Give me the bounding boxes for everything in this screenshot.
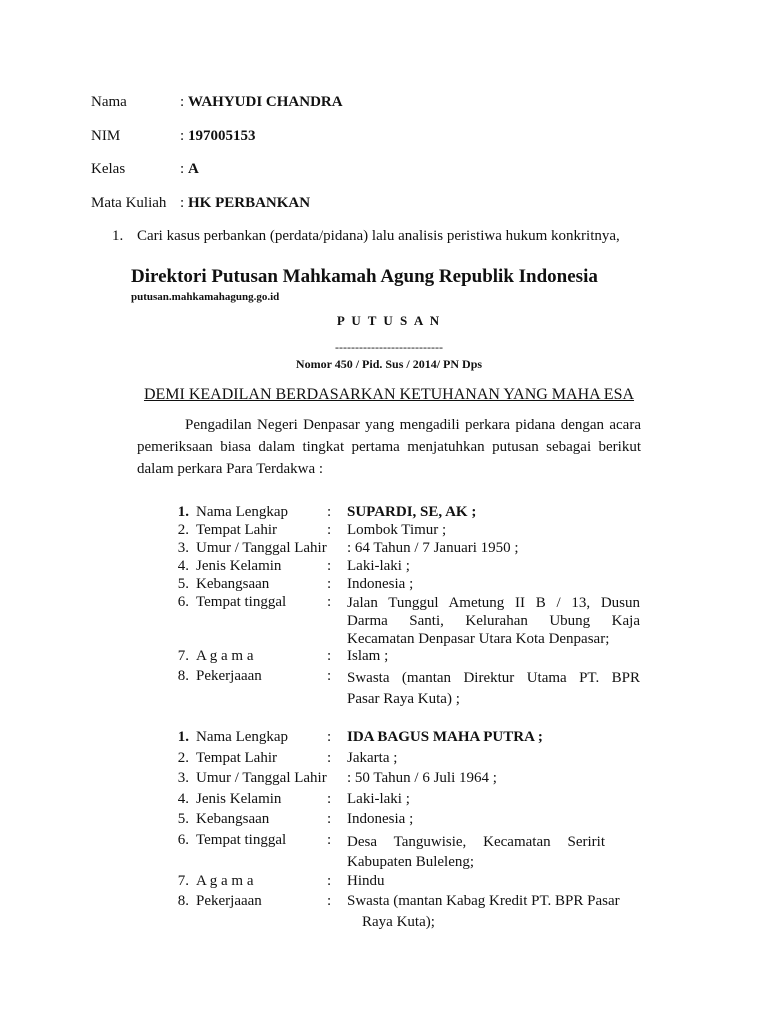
row-number: 1.: [177, 504, 189, 520]
row-number: 5.: [177, 811, 189, 827]
occupation-line: Pasar Raya Kuta) ;: [347, 691, 460, 707]
residence-line: Kecamatan Denpasar Utara Kota Denpasar;: [347, 631, 610, 647]
intro-paragraph: Pengadilan Negeri Denpasar yang mengadili perkara pidana dengan acara pemeriksaan biasa dalam tingkat pertama menjatuhkan putusan sebagai berikut dalam perkara Para Terdakwa :: [137, 417, 641, 477]
defendant-residence: [347, 594, 640, 648]
row-label: Kebangsaan: [196, 811, 270, 827]
residence-line: Jalan Tunggul Ametung II B / 13, Dusun: [347, 595, 640, 611]
name-value: WAHYUDI CHANDRA: [188, 94, 343, 110]
defendant-religion: Islam ;: [347, 648, 389, 664]
row-number: 8.: [177, 893, 189, 909]
task-number: 1.: [112, 228, 124, 244]
defendant-birthplace: Jakarta ;: [347, 750, 398, 766]
heading-divider: ---------------------------: [335, 340, 443, 354]
row-label: Pekerjaaan: [196, 893, 262, 909]
row-label: Nama Lengkap: [196, 504, 289, 520]
residence-line: Darma Santi, Kelurahan Ubung Kaja: [347, 613, 640, 629]
defendant-name: SUPARDI, SE, AK ;: [347, 504, 477, 520]
row-number: 3.: [177, 540, 189, 556]
defendant-age: : 64 Tahun / 7 Januari 1950 ;: [347, 540, 519, 556]
row-number: 4.: [177, 558, 189, 574]
defendant-religion: Hindu: [347, 873, 385, 889]
class-colon: :: [180, 161, 185, 177]
row-number: 8.: [177, 668, 189, 684]
defendant-name: IDA BAGUS MAHA PUTRA ;: [347, 729, 543, 745]
document-title: Direktori Putusan Mahkamah Agung Republik Indonesia: [131, 266, 598, 287]
row-number: 6.: [177, 832, 189, 848]
defendant-gender: Laki-laki ;: [347, 791, 410, 807]
row-colon: :: [327, 648, 332, 664]
defendant-nationality: Indonesia ;: [347, 811, 414, 827]
row-label: Tempat Lahir: [196, 522, 277, 538]
row-colon: :: [327, 873, 332, 889]
row-number: 7.: [177, 873, 189, 889]
nim-value: 197005153: [188, 128, 256, 144]
row-label: Umur / Tanggal Lahir: [196, 540, 327, 556]
defendant-nationality: Indonesia ;: [347, 576, 414, 592]
row-colon: :: [327, 576, 332, 592]
row-number: 2.: [177, 750, 189, 766]
row-number: 7.: [177, 648, 189, 664]
defendant-occupation: Swasta (mantan Kabag Kredit PT. BPR Pasar: [347, 893, 620, 909]
row-number: 4.: [177, 791, 189, 807]
nim-colon: :: [180, 128, 185, 144]
row-number: 1.: [177, 729, 189, 745]
row-number: 3.: [177, 770, 189, 786]
row-colon: :: [327, 750, 332, 766]
row-colon: :: [327, 594, 332, 610]
row-colon: :: [327, 893, 332, 909]
row-label: Jenis Kelamin: [196, 558, 282, 574]
defendant-occupation-cont: Raya Kuta);: [362, 914, 435, 930]
residence-line: Desa Tanguwisie, Kecamatan Seririt: [347, 834, 605, 850]
row-colon: :: [327, 729, 332, 745]
row-colon: :: [327, 558, 332, 574]
row-label: Umur / Tanggal Lahir: [196, 770, 327, 786]
row-number: 6.: [177, 594, 189, 610]
name-label: Nama: [91, 94, 127, 110]
row-label: Nama Lengkap: [196, 729, 289, 745]
row-label: Jenis Kelamin: [196, 791, 282, 807]
row-colon: :: [327, 504, 332, 520]
row-label: Tempat Lahir: [196, 750, 277, 766]
row-colon: :: [327, 832, 332, 848]
row-number: 5.: [177, 576, 189, 592]
row-label: A g a m a: [196, 873, 254, 889]
defendant-age: : 50 Tahun / 6 Juli 1964 ;: [347, 770, 497, 786]
class-label: Kelas: [91, 161, 126, 177]
course-label: Mata Kuliah: [91, 195, 167, 211]
nim-label: NIM: [91, 128, 121, 144]
row-colon: :: [327, 522, 332, 538]
row-colon: :: [327, 791, 332, 807]
occupation-line: Swasta (mantan Direktur Utama PT. BPR: [347, 670, 640, 686]
document-site: putusan.mahkamahagung.go.id: [131, 291, 280, 303]
defendant-occupation: [347, 668, 640, 710]
case-number: Nomor 450 / Pid. Sus / 2014/ PN Dps: [295, 357, 483, 371]
task-text: Cari kasus perbankan (perdata/pidana) lalu analisis peristiwa hukum konkritnya,: [137, 228, 620, 244]
row-number: 2.: [177, 522, 189, 538]
name-colon: :: [180, 94, 185, 110]
row-label: Tempat tinggal: [196, 594, 287, 610]
row-colon: :: [327, 811, 332, 827]
class-value: A: [188, 161, 199, 177]
defendant-birthplace: Lombok Timur ;: [347, 522, 447, 538]
residence-line: Kabupaten Buleleng;: [347, 854, 475, 870]
putusan-heading: P U T U S A N: [336, 313, 442, 328]
defendant-gender: Laki-laki ;: [347, 558, 410, 574]
course-value: HK PERBANKAN: [188, 195, 311, 211]
row-label: Tempat tinggal: [196, 832, 287, 848]
defendant-residence: [347, 832, 605, 872]
demi-keadilan: DEMI KEADILAN BERDASARKAN KETUHANAN YANG MAHA ESA: [143, 386, 635, 403]
row-label: Kebangsaan: [196, 576, 270, 592]
row-colon: :: [327, 668, 332, 684]
row-label: A g a m a: [196, 648, 254, 664]
row-label: Pekerjaaan: [196, 668, 262, 684]
course-colon: :: [180, 195, 185, 211]
